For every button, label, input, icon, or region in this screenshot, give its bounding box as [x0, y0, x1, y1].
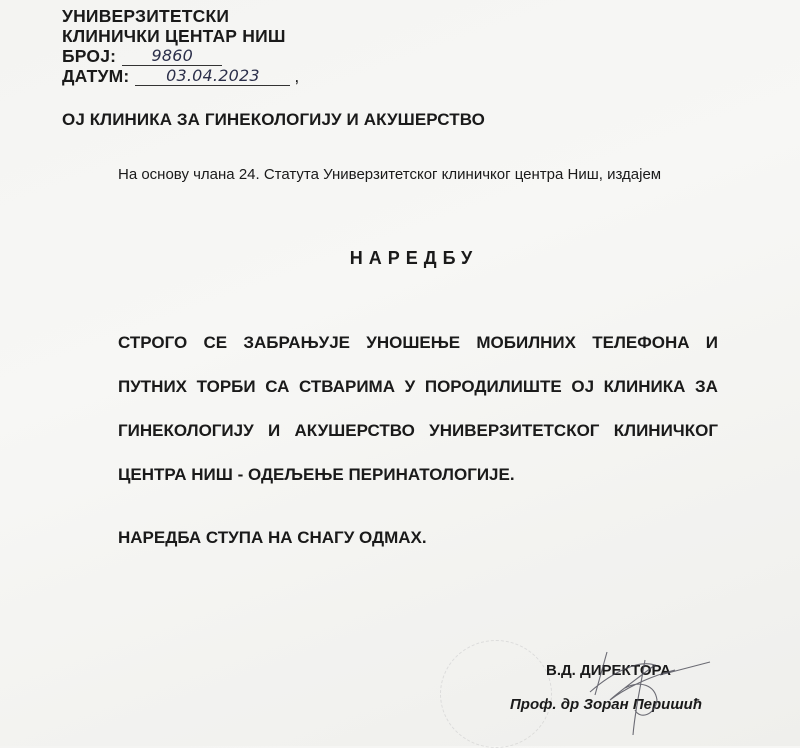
word: ТЕЛЕФОНА	[592, 333, 690, 352]
date-suffix: ,	[294, 66, 300, 86]
body-line-1	[118, 332, 718, 376]
signatory-name: Проф. др Зоран Перишић	[510, 696, 702, 713]
word: У	[404, 377, 416, 396]
handwritten-signature-icon	[585, 640, 715, 740]
number-label: БРОЈ:	[62, 46, 117, 66]
word: СЕ	[203, 333, 228, 352]
number-value: 9860	[122, 47, 222, 66]
word: ПУТНИХ	[118, 377, 188, 396]
word: И	[705, 333, 718, 352]
word: ЗА	[694, 377, 718, 396]
body-line-4: ЦЕНТРА НИШ - ОДЕЉЕЊЕ ПЕРИНАТОЛОГИЈЕ.	[118, 465, 515, 484]
word: ЗАБРАЊУЈЕ	[243, 333, 351, 352]
word: КЛИНИКА	[603, 377, 686, 396]
word: УНОШЕЊЕ	[366, 333, 461, 352]
body-line-2	[118, 376, 718, 420]
date-row	[62, 66, 299, 86]
word: ОЈ	[571, 377, 595, 396]
body-line-3	[118, 420, 718, 464]
word: СТРОГО	[118, 333, 188, 352]
word: И	[268, 421, 281, 440]
department-name: ОЈ КЛИНИКА ЗА ГИНЕКОЛОГИЈУ И АКУШЕРСТВО	[62, 110, 485, 129]
document-title: НАРЕДБУ	[349, 248, 479, 268]
word: АКУШЕРСТВО	[294, 421, 415, 440]
date-label: ДАТУМ:	[62, 66, 130, 86]
word: КЛИНИЧКОГ	[613, 421, 718, 440]
word: ГИНЕКОЛОГИЈУ	[118, 421, 254, 440]
document-header	[62, 6, 299, 86]
date-value: 03.04.2023	[135, 67, 290, 86]
word: ПОРОДИЛИШТЕ	[424, 377, 562, 396]
word: СТВАРИМА	[299, 377, 395, 396]
number-row	[62, 46, 299, 66]
word: ТОРБИ	[196, 377, 256, 396]
legal-basis: На основу члана 24. Статута Универзитетског клиничког центра Ниш, издајем	[118, 166, 662, 183]
institution-line-2: КЛИНИЧКИ ЦЕНТАР НИШ	[62, 26, 286, 46]
order-body	[118, 332, 718, 508]
word: УНИВЕРЗИТЕТСКОГ	[429, 421, 600, 440]
faint-stamp	[440, 640, 552, 748]
institution-line-1: УНИВЕРЗИТЕТСКИ	[62, 6, 230, 26]
word: МОБИЛНИХ	[476, 333, 576, 352]
signatory-title: В.Д. ДИРЕКТОРА	[546, 662, 672, 679]
effective-statement: НАРЕДБА СТУПА НА СНАГУ ОДМАХ.	[118, 528, 427, 547]
word: СА	[265, 377, 290, 396]
